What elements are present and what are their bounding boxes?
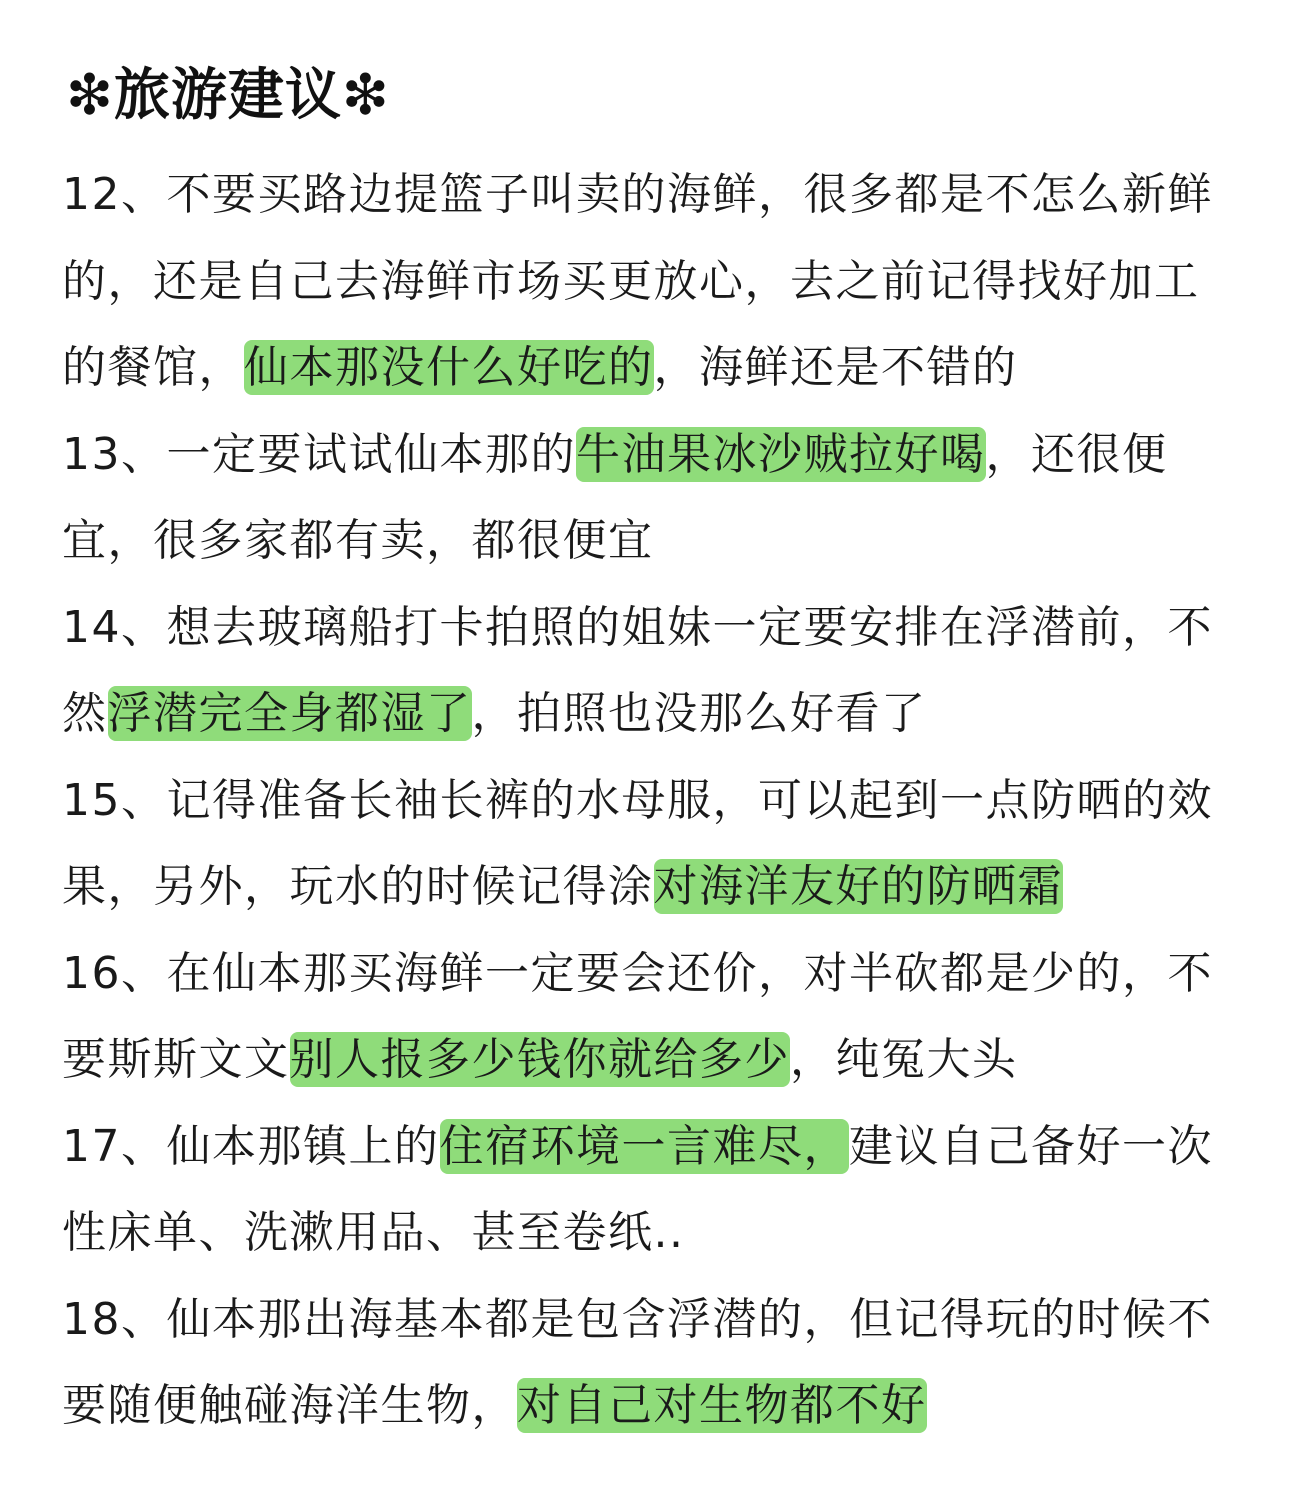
tip-item bbox=[62, 1104, 1222, 1277]
tip-text: 14、想去玻璃船打卡拍照的姐妹一定要安排在浮潜前，不然 bbox=[62, 601, 1213, 739]
tip-text: 17、仙本那镇上的 bbox=[62, 1120, 440, 1172]
page-title: ❇旅游建议❇ bbox=[66, 63, 390, 128]
tip-text: ，纯冤大头 bbox=[790, 1034, 1018, 1085]
tip-highlight: 仙本那没什么好吃的 bbox=[244, 342, 654, 393]
tip-highlight: 对海洋友好的防晒霜 bbox=[653, 861, 1063, 912]
tip-item bbox=[62, 931, 1222, 1104]
tip-text: 15、记得准备长袖长裤的水母服，可以起到一点防晒的效果，另外，玩水的时候记得涂 bbox=[62, 774, 1213, 912]
tip-highlight: 别人报多少钱你就给多少 bbox=[289, 1034, 790, 1085]
tip-text: 13、一定要试试仙本那的 bbox=[62, 428, 576, 480]
tip-text: 18、仙本那出海基本都是包含浮潜的，但记得玩的时候不要随便触碰海洋生物， bbox=[62, 1293, 1213, 1431]
tip-text: ，海鲜还是不错的 bbox=[653, 342, 1018, 393]
tip-item bbox=[62, 152, 1222, 412]
tip-item bbox=[62, 758, 1222, 931]
tip-item bbox=[62, 585, 1222, 758]
tip-text: 建议自己备好一次性床单、洗漱用品、甚至卷纸.. bbox=[62, 1120, 1213, 1258]
tip-text: ，拍照也没那么好看了 bbox=[471, 688, 927, 739]
tip-highlight: 住宿环境一言难尽， bbox=[439, 1120, 849, 1172]
tip-highlight: 对自己对生物都不好 bbox=[517, 1380, 927, 1431]
tip-highlight: 牛油果冰沙贼拉好喝 bbox=[576, 428, 986, 480]
tip-item bbox=[62, 412, 1222, 585]
tip-text: ，还很便宜，很多家都有卖，都很便宜 bbox=[62, 428, 1168, 566]
tip-item bbox=[62, 1277, 1222, 1450]
tip-highlight: 浮潜完全身都湿了 bbox=[107, 688, 472, 739]
tips-list bbox=[62, 152, 1222, 1450]
tip-text: 16、在仙本那买海鲜一定要会还价，对半砍都是少的，不要斯斯文文 bbox=[62, 947, 1213, 1085]
tip-text: 12、不要买路边提篮子叫卖的海鲜，很多都是不怎么新鲜的，还是自己去海鲜市场买更放心，去之前记得找好加工的餐馆， bbox=[62, 169, 1213, 393]
